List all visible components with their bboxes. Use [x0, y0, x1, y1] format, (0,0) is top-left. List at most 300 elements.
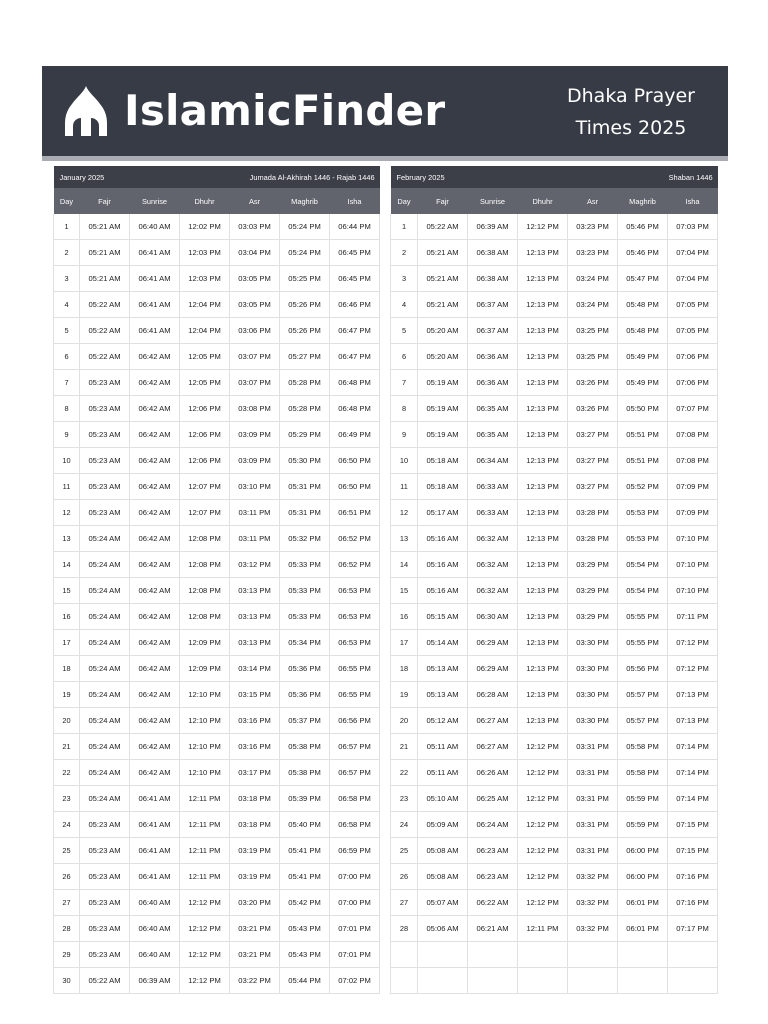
table-row	[54, 786, 380, 812]
table-row	[54, 240, 380, 266]
day-cell: 24	[54, 812, 80, 838]
table-row	[391, 526, 718, 552]
dhuhr-cell: 12:13 PM	[518, 656, 568, 682]
dhuhr-cell: 12:13 PM	[518, 318, 568, 344]
asr-cell: 03:13 PM	[230, 604, 280, 630]
maghrib-cell: 05:59 PM	[618, 786, 668, 812]
isha-cell: 07:04 PM	[668, 240, 718, 266]
fajr-cell: 05:24 AM	[80, 526, 130, 552]
maghrib-cell: 05:36 PM	[280, 682, 330, 708]
asr-cell: 03:18 PM	[230, 786, 280, 812]
february-rows	[391, 214, 718, 994]
dhuhr-cell: 12:13 PM	[518, 604, 568, 630]
sunrise-cell: 06:42 AM	[130, 552, 180, 578]
asr-cell: 03:04 PM	[230, 240, 280, 266]
isha-cell: 06:55 PM	[330, 656, 380, 682]
sunrise-cell: 06:42 AM	[130, 604, 180, 630]
isha-cell: 06:49 PM	[330, 422, 380, 448]
isha-cell: 07:13 PM	[668, 682, 718, 708]
day-cell: 13	[54, 526, 80, 552]
dhuhr-cell: 12:09 PM	[180, 630, 230, 656]
day-cell: 19	[54, 682, 80, 708]
fajr-cell: 05:23 AM	[80, 890, 130, 916]
asr-cell: 03:16 PM	[230, 708, 280, 734]
asr-cell: 03:27 PM	[568, 448, 618, 474]
asr-cell: 03:24 PM	[568, 266, 618, 292]
dhuhr-cell: 12:08 PM	[180, 526, 230, 552]
table-row	[54, 916, 380, 942]
maghrib-cell: 05:51 PM	[618, 422, 668, 448]
day-cell: 8	[391, 396, 418, 422]
sunrise-cell: 06:23 AM	[468, 838, 518, 864]
table-row	[54, 448, 380, 474]
maghrib-cell: 05:58 PM	[618, 734, 668, 760]
sunrise-cell: 06:33 AM	[468, 500, 518, 526]
isha-cell: 06:53 PM	[330, 578, 380, 604]
sunrise-cell: 06:42 AM	[130, 370, 180, 396]
dhuhr-cell: 12:13 PM	[518, 552, 568, 578]
table-row	[391, 552, 718, 578]
maghrib-cell: 05:26 PM	[280, 318, 330, 344]
day-cell: 2	[54, 240, 80, 266]
fajr-cell: 05:24 AM	[80, 656, 130, 682]
asr-cell: 03:26 PM	[568, 396, 618, 422]
hijri-month-label: Jumada Al-Akhirah 1446 - Rajab 1446	[180, 166, 380, 188]
fajr-cell: 05:12 AM	[418, 708, 468, 734]
dhuhr-cell	[518, 968, 568, 994]
isha-cell: 07:16 PM	[668, 890, 718, 916]
sunrise-cell: 06:42 AM	[130, 422, 180, 448]
column-header: Sunrise	[468, 188, 518, 214]
sunrise-cell: 06:42 AM	[130, 474, 180, 500]
asr-cell: 03:13 PM	[230, 578, 280, 604]
fajr-cell	[418, 942, 468, 968]
day-cell: 21	[54, 734, 80, 760]
isha-cell: 07:03 PM	[668, 214, 718, 240]
maghrib-cell: 05:29 PM	[280, 422, 330, 448]
asr-cell: 03:07 PM	[230, 370, 280, 396]
fajr-cell: 05:24 AM	[80, 786, 130, 812]
isha-cell: 07:09 PM	[668, 474, 718, 500]
day-cell: 28	[54, 916, 80, 942]
sunrise-cell: 06:24 AM	[468, 812, 518, 838]
isha-cell: 06:52 PM	[330, 526, 380, 552]
day-cell: 12	[54, 500, 80, 526]
maghrib-cell: 05:24 PM	[280, 214, 330, 240]
fajr-cell: 05:24 AM	[80, 682, 130, 708]
asr-cell: 03:23 PM	[568, 214, 618, 240]
dhuhr-cell: 12:13 PM	[518, 266, 568, 292]
column-header: Day	[391, 188, 418, 214]
asr-cell: 03:31 PM	[568, 760, 618, 786]
fajr-cell: 05:21 AM	[80, 266, 130, 292]
asr-cell: 03:16 PM	[230, 734, 280, 760]
isha-cell: 06:58 PM	[330, 812, 380, 838]
table-row	[54, 552, 380, 578]
isha-cell: 07:15 PM	[668, 812, 718, 838]
maghrib-cell: 05:42 PM	[280, 890, 330, 916]
column-header: Isha	[668, 188, 718, 214]
table-row	[391, 630, 718, 656]
dhuhr-cell: 12:12 PM	[518, 838, 568, 864]
table-row	[391, 760, 718, 786]
sunrise-cell: 06:41 AM	[130, 318, 180, 344]
maghrib-cell: 05:43 PM	[280, 942, 330, 968]
fajr-cell: 05:20 AM	[418, 318, 468, 344]
isha-cell: 07:04 PM	[668, 266, 718, 292]
asr-cell: 03:25 PM	[568, 318, 618, 344]
day-cell: 12	[391, 500, 418, 526]
isha-cell: 06:47 PM	[330, 318, 380, 344]
day-cell: 16	[391, 604, 418, 630]
asr-cell: 03:27 PM	[568, 422, 618, 448]
asr-cell: 03:15 PM	[230, 682, 280, 708]
day-cell: 10	[54, 448, 80, 474]
sunrise-cell: 06:39 AM	[130, 968, 180, 994]
maghrib-cell: 05:56 PM	[618, 656, 668, 682]
table-row	[391, 916, 718, 942]
dhuhr-cell: 12:13 PM	[518, 682, 568, 708]
maghrib-cell: 05:49 PM	[618, 370, 668, 396]
asr-cell: 03:11 PM	[230, 526, 280, 552]
isha-cell: 06:50 PM	[330, 474, 380, 500]
maghrib-cell: 05:46 PM	[618, 240, 668, 266]
day-cell: 6	[54, 344, 80, 370]
isha-cell: 07:01 PM	[330, 942, 380, 968]
isha-cell: 07:06 PM	[668, 344, 718, 370]
maghrib-cell: 06:00 PM	[618, 864, 668, 890]
maghrib-cell: 05:53 PM	[618, 500, 668, 526]
sunrise-cell: 06:42 AM	[130, 630, 180, 656]
hijri-month-label: Shaban 1446	[518, 166, 718, 188]
dhuhr-cell: 12:11 PM	[180, 838, 230, 864]
isha-cell: 07:14 PM	[668, 734, 718, 760]
table-row	[54, 500, 380, 526]
day-cell: 4	[391, 292, 418, 318]
fajr-cell: 05:21 AM	[418, 292, 468, 318]
maghrib-cell: 05:33 PM	[280, 552, 330, 578]
maghrib-cell: 05:41 PM	[280, 838, 330, 864]
isha-cell: 07:12 PM	[668, 630, 718, 656]
day-cell: 27	[54, 890, 80, 916]
fajr-cell: 05:23 AM	[80, 396, 130, 422]
day-cell	[391, 968, 418, 994]
fajr-cell: 05:11 AM	[418, 760, 468, 786]
asr-cell: 03:20 PM	[230, 890, 280, 916]
fajr-cell: 05:24 AM	[80, 578, 130, 604]
sunrise-cell: 06:30 AM	[468, 604, 518, 630]
maghrib-cell: 05:55 PM	[618, 630, 668, 656]
fajr-cell: 05:16 AM	[418, 552, 468, 578]
sunrise-cell: 06:36 AM	[468, 370, 518, 396]
dhuhr-cell: 12:06 PM	[180, 396, 230, 422]
fajr-cell: 05:23 AM	[80, 864, 130, 890]
table-row	[54, 396, 380, 422]
table-row	[391, 578, 718, 604]
maghrib-cell: 05:43 PM	[280, 916, 330, 942]
isha-cell: 07:08 PM	[668, 422, 718, 448]
asr-cell: 03:29 PM	[568, 578, 618, 604]
maghrib-cell: 05:38 PM	[280, 760, 330, 786]
maghrib-cell: 05:31 PM	[280, 500, 330, 526]
maghrib-cell	[618, 942, 668, 968]
table-row	[54, 838, 380, 864]
asr-cell: 03:07 PM	[230, 344, 280, 370]
fajr-cell: 05:24 AM	[80, 552, 130, 578]
fajr-cell: 05:23 AM	[80, 448, 130, 474]
table-row	[54, 526, 380, 552]
isha-cell: 06:45 PM	[330, 266, 380, 292]
table-row	[391, 448, 718, 474]
february-table	[390, 166, 718, 994]
fajr-cell: 05:23 AM	[80, 838, 130, 864]
sunrise-cell	[468, 968, 518, 994]
isha-cell: 07:12 PM	[668, 656, 718, 682]
dhuhr-cell: 12:10 PM	[180, 734, 230, 760]
dhuhr-cell: 12:12 PM	[180, 942, 230, 968]
dhuhr-cell: 12:13 PM	[518, 448, 568, 474]
asr-cell: 03:10 PM	[230, 474, 280, 500]
fajr-cell: 05:07 AM	[418, 890, 468, 916]
gregorian-month-label: January 2025	[54, 166, 180, 188]
sunrise-cell: 06:38 AM	[468, 240, 518, 266]
dhuhr-cell: 12:13 PM	[518, 422, 568, 448]
page-title	[556, 80, 706, 144]
dhuhr-cell: 12:13 PM	[518, 292, 568, 318]
table-row	[391, 318, 718, 344]
fajr-cell: 05:23 AM	[80, 422, 130, 448]
maghrib-cell: 06:01 PM	[618, 916, 668, 942]
asr-cell: 03:03 PM	[230, 214, 280, 240]
asr-cell: 03:24 PM	[568, 292, 618, 318]
brand-name: IslamicFinder	[124, 86, 446, 135]
fajr-cell: 05:22 AM	[80, 968, 130, 994]
sunrise-cell: 06:42 AM	[130, 500, 180, 526]
sunrise-cell: 06:38 AM	[468, 266, 518, 292]
dhuhr-cell: 12:02 PM	[180, 214, 230, 240]
sunrise-cell: 06:22 AM	[468, 890, 518, 916]
day-cell: 9	[391, 422, 418, 448]
dhuhr-cell: 12:03 PM	[180, 266, 230, 292]
sunrise-cell: 06:35 AM	[468, 422, 518, 448]
title-line-1: Dhaka Prayer	[567, 85, 695, 107]
table-row	[391, 344, 718, 370]
table-row	[391, 604, 718, 630]
dhuhr-cell: 12:11 PM	[180, 786, 230, 812]
column-header: Maghrib	[280, 188, 330, 214]
isha-cell: 07:05 PM	[668, 318, 718, 344]
fajr-cell: 05:23 AM	[80, 500, 130, 526]
sunrise-cell: 06:27 AM	[468, 734, 518, 760]
isha-cell: 06:46 PM	[330, 292, 380, 318]
maghrib-cell: 05:34 PM	[280, 630, 330, 656]
asr-cell: 03:09 PM	[230, 448, 280, 474]
asr-cell: 03:23 PM	[568, 240, 618, 266]
dhuhr-cell: 12:12 PM	[518, 890, 568, 916]
table-row	[54, 344, 380, 370]
sunrise-cell: 06:42 AM	[130, 656, 180, 682]
day-cell: 11	[391, 474, 418, 500]
dhuhr-cell: 12:10 PM	[180, 760, 230, 786]
maghrib-cell: 05:27 PM	[280, 344, 330, 370]
sunrise-cell: 06:32 AM	[468, 578, 518, 604]
isha-cell: 06:45 PM	[330, 240, 380, 266]
asr-cell: 03:30 PM	[568, 630, 618, 656]
column-header: Day	[54, 188, 80, 214]
isha-cell: 06:59 PM	[330, 838, 380, 864]
maghrib-cell: 05:38 PM	[280, 734, 330, 760]
sunrise-cell: 06:40 AM	[130, 890, 180, 916]
column-header: Asr	[230, 188, 280, 214]
maghrib-cell: 05:55 PM	[618, 604, 668, 630]
dhuhr-cell: 12:07 PM	[180, 474, 230, 500]
isha-cell: 07:01 PM	[330, 916, 380, 942]
day-cell: 8	[54, 396, 80, 422]
maghrib-cell: 05:53 PM	[618, 526, 668, 552]
day-cell: 7	[391, 370, 418, 396]
dhuhr-cell: 12:10 PM	[180, 682, 230, 708]
table-row	[391, 214, 718, 240]
day-cell: 16	[54, 604, 80, 630]
fajr-cell: 05:13 AM	[418, 656, 468, 682]
maghrib-cell: 05:26 PM	[280, 292, 330, 318]
maghrib-cell: 05:57 PM	[618, 682, 668, 708]
asr-cell: 03:09 PM	[230, 422, 280, 448]
dhuhr-cell: 12:12 PM	[180, 916, 230, 942]
asr-cell: 03:31 PM	[568, 786, 618, 812]
isha-cell: 06:51 PM	[330, 500, 380, 526]
maghrib-cell	[618, 968, 668, 994]
table-row	[54, 682, 380, 708]
maghrib-cell: 05:40 PM	[280, 812, 330, 838]
day-cell: 24	[391, 812, 418, 838]
sunrise-cell: 06:33 AM	[468, 474, 518, 500]
day-cell: 7	[54, 370, 80, 396]
maghrib-cell: 05:32 PM	[280, 526, 330, 552]
table-row	[54, 604, 380, 630]
dhuhr-cell: 12:13 PM	[518, 240, 568, 266]
day-cell: 25	[54, 838, 80, 864]
table-row	[54, 708, 380, 734]
maghrib-cell: 05:54 PM	[618, 552, 668, 578]
sunrise-cell: 06:34 AM	[468, 448, 518, 474]
table-row	[54, 734, 380, 760]
table-row	[54, 422, 380, 448]
asr-cell: 03:05 PM	[230, 266, 280, 292]
isha-cell: 07:08 PM	[668, 448, 718, 474]
day-cell: 6	[391, 344, 418, 370]
sunrise-cell: 06:36 AM	[468, 344, 518, 370]
isha-cell: 07:16 PM	[668, 864, 718, 890]
table-row	[391, 812, 718, 838]
day-cell: 29	[54, 942, 80, 968]
dhuhr-cell: 12:12 PM	[518, 734, 568, 760]
sunrise-cell: 06:42 AM	[130, 734, 180, 760]
table-row	[391, 474, 718, 500]
day-cell: 1	[391, 214, 418, 240]
dhuhr-cell: 12:03 PM	[180, 240, 230, 266]
maghrib-cell: 05:48 PM	[618, 318, 668, 344]
column-header: Dhuhr	[180, 188, 230, 214]
dhuhr-cell: 12:13 PM	[518, 630, 568, 656]
sunrise-cell: 06:37 AM	[468, 292, 518, 318]
asr-cell: 03:12 PM	[230, 552, 280, 578]
isha-cell: 07:14 PM	[668, 786, 718, 812]
fajr-cell: 05:13 AM	[418, 682, 468, 708]
gregorian-month-label: February 2025	[391, 166, 518, 188]
table-row	[391, 422, 718, 448]
dhuhr-cell: 12:13 PM	[518, 474, 568, 500]
sunrise-cell: 06:41 AM	[130, 838, 180, 864]
dhuhr-cell: 12:13 PM	[518, 578, 568, 604]
sunrise-cell: 06:41 AM	[130, 864, 180, 890]
asr-cell: 03:31 PM	[568, 838, 618, 864]
sunrise-cell: 06:23 AM	[468, 864, 518, 890]
sunrise-cell: 06:41 AM	[130, 240, 180, 266]
brand-logo	[62, 86, 445, 136]
maghrib-cell: 05:46 PM	[618, 214, 668, 240]
fajr-cell: 05:06 AM	[418, 916, 468, 942]
day-cell: 5	[391, 318, 418, 344]
dhuhr-cell: 12:13 PM	[518, 396, 568, 422]
dhuhr-cell: 12:12 PM	[518, 786, 568, 812]
dhuhr-cell: 12:08 PM	[180, 552, 230, 578]
table-row	[54, 318, 380, 344]
asr-cell: 03:31 PM	[568, 734, 618, 760]
day-cell: 22	[391, 760, 418, 786]
day-cell: 23	[391, 786, 418, 812]
table-row	[391, 942, 718, 968]
dhuhr-cell: 12:13 PM	[518, 500, 568, 526]
isha-cell: 07:05 PM	[668, 292, 718, 318]
fajr-cell: 05:16 AM	[418, 578, 468, 604]
column-header: Dhuhr	[518, 188, 568, 214]
fajr-cell: 05:19 AM	[418, 370, 468, 396]
table-row	[54, 292, 380, 318]
dhuhr-cell: 12:07 PM	[180, 500, 230, 526]
january-table	[53, 166, 380, 994]
fajr-cell: 05:16 AM	[418, 526, 468, 552]
isha-cell: 07:10 PM	[668, 552, 718, 578]
sunrise-cell: 06:40 AM	[130, 916, 180, 942]
isha-cell: 06:52 PM	[330, 552, 380, 578]
sunrise-cell: 06:32 AM	[468, 552, 518, 578]
asr-cell: 03:28 PM	[568, 526, 618, 552]
dhuhr-cell: 12:12 PM	[518, 812, 568, 838]
maghrib-cell: 05:48 PM	[618, 292, 668, 318]
table-row	[391, 708, 718, 734]
isha-cell: 06:48 PM	[330, 396, 380, 422]
dhuhr-cell: 12:12 PM	[180, 890, 230, 916]
asr-cell: 03:22 PM	[230, 968, 280, 994]
day-cell: 21	[391, 734, 418, 760]
day-cell: 18	[54, 656, 80, 682]
sunrise-cell: 06:41 AM	[130, 292, 180, 318]
fajr-cell: 05:18 AM	[418, 448, 468, 474]
asr-cell: 03:05 PM	[230, 292, 280, 318]
column-header: Fajr	[80, 188, 130, 214]
asr-cell: 03:18 PM	[230, 812, 280, 838]
asr-cell: 03:21 PM	[230, 942, 280, 968]
table-row	[391, 240, 718, 266]
dhuhr-cell: 12:08 PM	[180, 578, 230, 604]
dhuhr-cell: 12:12 PM	[518, 760, 568, 786]
column-header: Isha	[330, 188, 380, 214]
maghrib-cell: 05:39 PM	[280, 786, 330, 812]
isha-cell: 06:57 PM	[330, 734, 380, 760]
day-cell: 14	[391, 552, 418, 578]
dhuhr-cell: 12:12 PM	[180, 968, 230, 994]
